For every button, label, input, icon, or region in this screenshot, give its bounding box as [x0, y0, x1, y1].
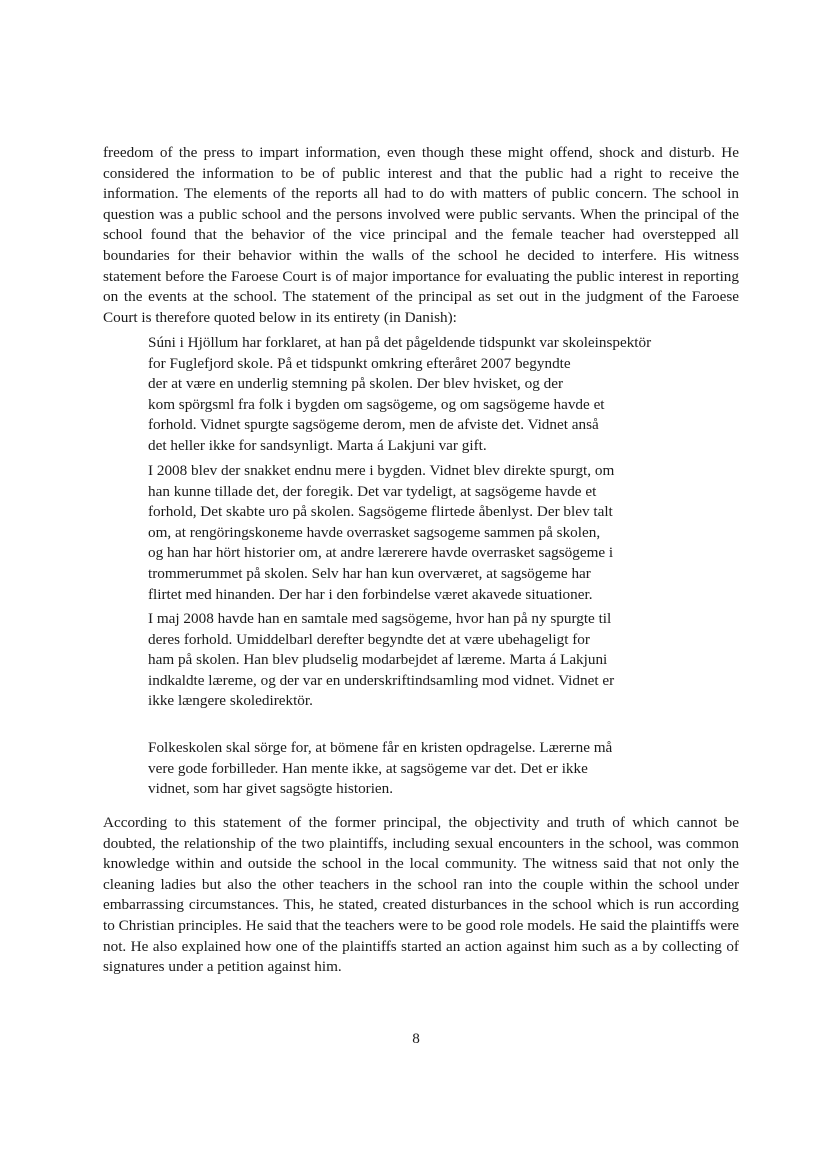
quote-line: der at være en underlig stemning på skolen. Der blev hvisket, og der: [148, 375, 564, 393]
quote-line: ham på skolen. Han blev pludselig modarbejdet af læreme. Marta á Lakjuni: [148, 651, 608, 669]
quote-line: I 2008 blev der snakket endnu mere i bygden. Vidnet blev direkte spurgt, om: [148, 462, 615, 479]
quote-line: flirtet med hinanden. Der har i den forbindelse været akavede situationer.: [148, 585, 593, 603]
quote-block-4: [148, 738, 708, 800]
quote-block-3: [148, 609, 708, 712]
closing-paragraph: According to this statement of the former principal, the objectivity and truth of which cannot be doubted, the relationship of the two plaintiffs, including sexual encounters in the school, was common knowledge within and outside the school in the local community. The witness said that not only the cleaning ladies but also the other teachers in the school ran into the couple within the school under embarrassing circumstances. This, he stated, created disturbances in the school which is run according to Christian principles. He said that the teachers were to be good role models. He said the plaintiffs were not. He also explained how one of the plaintiffs started an action against him such as a by collecting of signatures under a petition against him.: [103, 814, 739, 976]
quote-line: det heller ikke for sandsynligt. Marta á Lakjuni var gift.: [148, 436, 487, 454]
quote-line: trommerummet på skolen. Selv har han kun overværet, at sagsögeme har: [148, 564, 591, 582]
quote-line: han kunne tillade det, der foregik. Det var tydeligt, at sagsögeme havde et: [148, 482, 597, 500]
quote-line: indkaldte læreme, og der var en underskriftindsamling mod vidnet. Vidnet er: [148, 671, 615, 689]
quote-line: forhold, Det skabte uro på skolen. Sagsögeme flirtede åbenlyst. Der blev talt: [148, 503, 613, 521]
quote-line: vidnet, som har givet sagsögte historien.: [148, 780, 394, 798]
quote-line: og han har hört historier om, at andre lærerere havde overrasket sagsögeme i: [148, 544, 614, 562]
page-number: 8: [412, 1030, 420, 1047]
quote-line: for Fuglefjord skole. På et tidspunkt omkring efteråret 2007 begyndte: [148, 354, 571, 372]
quote-line: forhold. Vidnet spurgte sagsögeme derom, men de afviste det. Vidnet anså: [148, 416, 599, 434]
quote-line: vere gode forbilleder. Han mente ikke, at sagsögeme var det. Det er ikke: [148, 759, 588, 777]
quote-line: kom spörgsml fra folk i bygden om sagsögeme, og om sagsögeme havde et: [148, 395, 605, 413]
quote-block-1: [148, 333, 708, 457]
quote-line: ikke længere skoledirektör.: [148, 692, 313, 710]
quote-line: om, at rengöringskoneme havde overrasket sagsogeme sammen på skolen,: [148, 523, 601, 541]
quote-line: I maj 2008 havde han en samtale med sagsögeme, hvor han på ny spurgte til: [148, 610, 612, 627]
quote-line: Folkeskolen skal sörge for, at bömene får en kristen opdragelse. Lærerne må: [148, 739, 613, 756]
quote-block-2: [148, 461, 708, 605]
quote-line: deres forhold. Umiddelbarl derefter begyndte det at være ubehageligt for: [148, 630, 590, 648]
quote-line: Súni i Hjöllum har forklaret, at han på det pågeldende tidspunkt var skoleinspektör: [148, 334, 652, 351]
intro-paragraph: freedom of the press to impart information, even though these might offend, shock and disturb. He considered the information to be of public interest and that the public had a right to receive the information. The elements of the reports all had to do with matters of public concern. The school in question was a public school and the persons involved were public servants. When the principal of the school found that the behavior of the vice principal and the female teacher had overstepped all boundaries for their behavior within the walls of the school he decided to interfere. His witness statement before the Faroese Court is of major importance for evaluating the public interest in reporting on the events at the school. The statement of the principal as set out in the judgment of the Faroese Court is therefore quoted below in its entirety (in Danish):: [103, 144, 739, 326]
